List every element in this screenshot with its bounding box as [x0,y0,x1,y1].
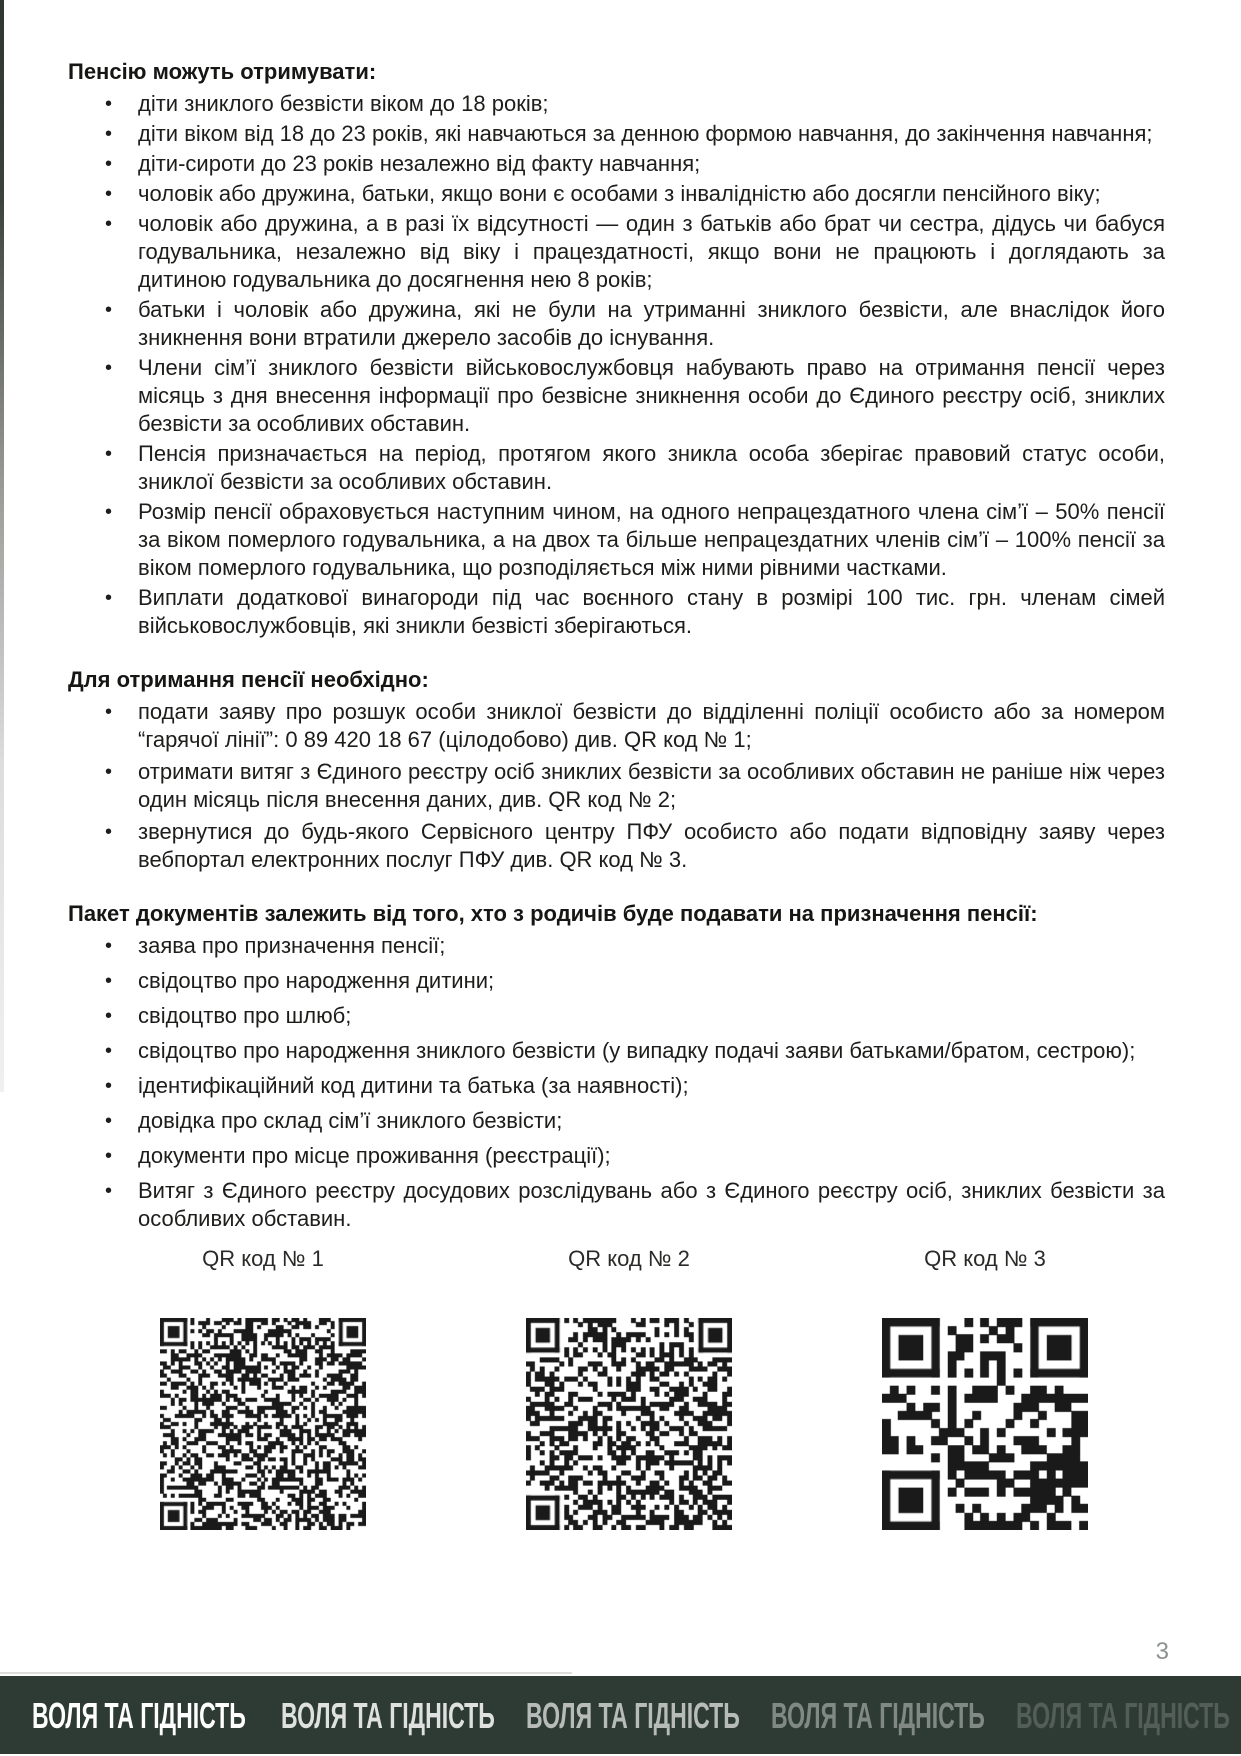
list-item [68,584,1165,640]
footer-brand-text-1: ВОЛЯ ТА ГІДНІСТЬ [32,1695,246,1736]
list-item [68,1107,1165,1135]
list-item [68,1037,1165,1065]
list-item-text: діти віком від 18 до 23 років, які навчаються за денною формою навчання, до закінчення навчання; [138,121,1153,146]
section-heading: Пакет документів залежить від того, хто з родичів буде подавати на призначення пенсії: [68,901,1038,926]
list-item-text: свідоцтво про народження дитини; [138,968,495,993]
document-content [68,58,1165,1259]
bullet-icon: • [105,1075,113,1097]
list-item [68,1177,1165,1233]
qr-code-3-label: QR код № 3 [924,1246,1046,1271]
bullet-icon: • [105,299,113,321]
list-item [68,440,1165,496]
list-item-text: заява про призначення пенсії; [138,933,446,958]
section-heading: Пенсію можуть отримувати: [68,59,377,84]
bullet-icon: • [105,1145,113,1167]
footer-brand-text-5: ВОЛЯ ТА ГІДНІСТЬ [1016,1695,1230,1736]
bullet-icon: • [105,357,113,379]
list-item [68,932,1165,960]
bullet-icon: • [105,153,113,175]
qr-code-1-label: QR код № 1 [202,1246,324,1271]
list-item-text: свідоцтво про шлюб; [138,1003,352,1028]
bullet-icon: • [105,501,113,523]
bullet-icon: • [105,761,113,783]
list-item-text: Виплати додаткової винагороди під час воєнного стану в розмірі 100 тис. грн. членам сімей військовослужбовців, які зникли безвісті зберігаються. [138,585,1165,638]
section-heading: Для отримання пенсії необхідно: [68,667,429,692]
list-item-text: свідоцтво про народження зниклого безвісти (у випадку подачі заяви батьками/братом, сестрою); [138,1038,1136,1063]
footer-brand-text-4: ВОЛЯ ТА ГІДНІСТЬ [771,1695,985,1736]
bullet-icon: • [105,123,113,145]
list-item-text: Пенсія призначається на період, протягом якого зникла особа зберігає правовий статус особи, зниклої безвісти за особливих обставин. [138,441,1165,494]
qr-code-2-label: QR код № 2 [568,1246,690,1271]
list-item-text: документи про місце проживання (реєстрації); [138,1143,611,1168]
bullet-icon: • [105,1110,113,1132]
bullet-list [68,90,1165,640]
list-item-text: батьки і чоловік або дружина, які не були на утриманні зниклого безвісти, але внаслідок його зникнення вони втратили джерело засобів до існування. [138,297,1165,350]
scan-artifact-line [0,1672,572,1674]
bullet-icon: • [105,701,113,723]
bullet-icon: • [105,1040,113,1062]
list-item-text: діти-сироти до 23 років незалежно від факту навчання; [138,151,701,176]
bullet-list [68,932,1165,1233]
qr-code-1-image [160,1318,366,1530]
bullet-icon: • [105,1005,113,1027]
bullet-icon: • [105,587,113,609]
list-item [68,698,1165,754]
qr-code-2-image [526,1318,732,1530]
list-item [68,1072,1165,1100]
bullet-icon: • [105,443,113,465]
qr-block-2 [523,1246,735,1530]
list-item-text: Члени сім’ї зниклого безвісти військовослужбовця набувають право на отримання пенсії через місяць з дня внесення інформації про безвісне зникнення особи до Єдиного реєстру осіб, зниклих безвісти за особливих обставин. [138,355,1165,436]
bullet-icon: • [105,213,113,235]
bullet-icon: • [105,93,113,115]
list-item-text: діти зниклого безвісти віком до 18 років; [138,91,549,116]
footer-brand-text-3: ВОЛЯ ТА ГІДНІСТЬ [526,1695,740,1736]
list-item [68,967,1165,995]
list-item-text: чоловік або дружина, батьки, якщо вони є особами з інвалідністю або досягли пенсійного віку; [138,181,1101,206]
list-item [68,1002,1165,1030]
list-item-text: довідка про склад сім’ї зниклого безвісти; [138,1108,563,1133]
section-who-can-receive-pension [68,58,1165,640]
list-item [68,1142,1165,1170]
list-item [68,180,1165,208]
list-item [68,120,1165,148]
qr-block-3 [879,1246,1091,1530]
list-item-text: ідентифікаційний код дитини та батька (за наявності); [138,1073,689,1098]
list-item-text: Розмір пенсії обраховується наступним чином, на одного непрацездатного члена сім’ї – 50% пенсії за віком померлого годувальника, а на двох та більше непрацездатних членів сім’ї – 100% пенсії за віком померлого годувальника, що розподіляється між ними рівними частками. [138,499,1165,580]
footer-brand-bar [0,1676,1241,1754]
qr-block-1 [157,1246,369,1530]
page-number: 3 [1155,1638,1169,1665]
list-item [68,296,1165,352]
list-item [68,90,1165,118]
bullet-list [68,698,1165,874]
list-item-text: звернутися до будь-якого Сервісного центру ПФУ особисто або подати відповідну заяву через вебпортал електронних послуг ПФУ див. QR код № 3. [138,819,1165,872]
footer-brand-text-2: ВОЛЯ ТА ГІДНІСТЬ [281,1695,495,1736]
list-item [68,354,1165,438]
section-how-to-receive-pension [68,666,1165,874]
list-item [68,150,1165,178]
bullet-icon: • [105,821,113,843]
list-item-text: чоловік або дружина, а в разі їх відсутності — один з батьків або брат чи сестра, дідусь чи бабуся годувальника, незалежно від віку і працездатності, якщо вони не працюють і доглядають за дитиною годувальника до досягнення нею 8 років; [138,211,1165,292]
bullet-icon: • [105,935,113,957]
qr-code-3-image [882,1318,1088,1530]
list-item-text: отримати витяг з Єдиного реєстру осіб зниклих безвісти за особливих обставин не раніше ніж через один місяць після внесення даних, див. QR код № 2; [138,759,1165,812]
list-item [68,498,1165,582]
list-item-text: подати заяву про розшук особи зниклої безвісти до відділенні поліції особисто або за номером “гарячої лінії”: 0 89 420 18 67 (цілодобово) див. QR код № 1; [138,699,1165,752]
bullet-icon: • [105,1180,113,1202]
list-item-text: Витяг з Єдиного реєстру досудових розслідувань або з Єдиного реєстру осіб, зниклих безвісти за особливих обставин. [138,1178,1165,1231]
list-item [68,758,1165,814]
list-item [68,210,1165,294]
bullet-icon: • [105,183,113,205]
list-item [68,818,1165,874]
bullet-icon: • [105,970,113,992]
page-edge-artifact [0,0,4,1092]
section-document-package [68,900,1165,1233]
